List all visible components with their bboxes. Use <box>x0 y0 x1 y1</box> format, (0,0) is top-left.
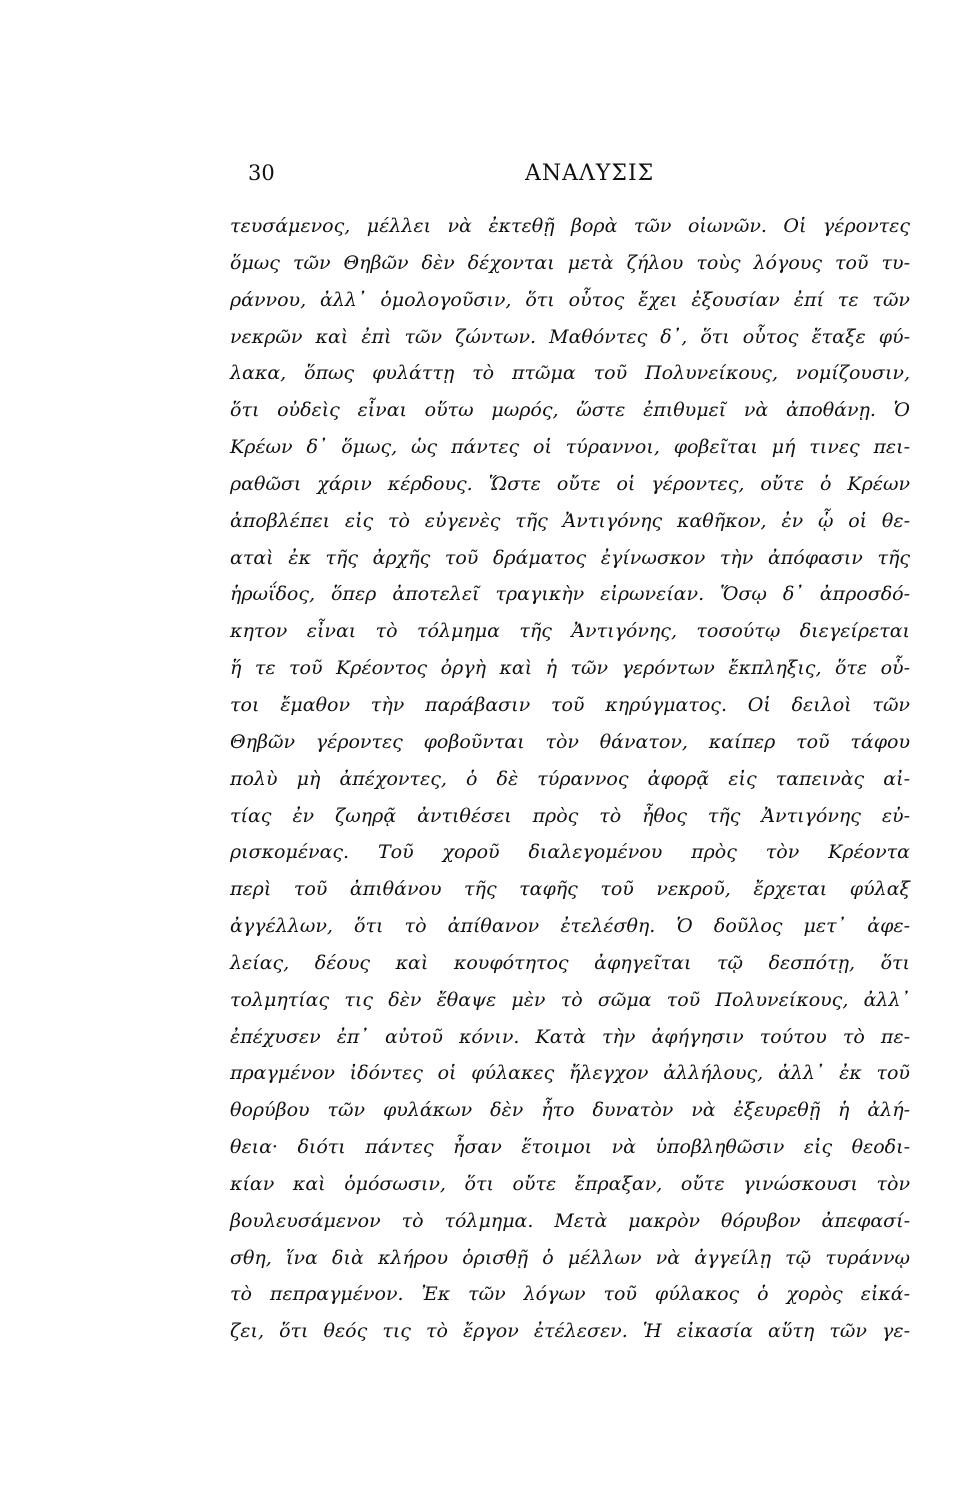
text-line: τίας ἐν ζωηρᾷ ἀντιθέσει πρὸς τὸ ἦθος τῆς Ἀντιγόνης εὐ- <box>230 804 910 827</box>
text-line: ἐπέχυσεν ἐπ᾽ αὐτοῦ κόνιν. Κατὰ τὴν ἀφήγησιν τούτου τὸ πε- <box>230 1025 910 1048</box>
text-line: ἀποβλέπει εἰς τὸ εὐγενὲς τῆς Ἀντιγόνης καθῆκον, ἐν ᾧ οἱ θε- <box>230 509 910 532</box>
text-line: θορύβου τῶν φυλάκων δὲν ἦτο δυνατὸν νὰ ἐξευρεθῇ ἡ ἀλή- <box>230 1099 910 1122</box>
text-line: ἀγγέλλων, ὅτι τὸ ἀπίθανον ἐτελέσθη. Ὁ δοῦλος μετ᾽ ἀφε- <box>230 915 910 938</box>
text-line: πολὺ μὴ ἀπέχοντες, ὁ δὲ τύραννος ἀφορᾷ εἰς ταπεινὰς αἰ- <box>230 767 910 790</box>
text-line: νεκρῶν καὶ ἐπὶ τῶν ζώντων. Μαθόντες δ᾽, ὅτι οὗτος ἔταξε φύ- <box>230 325 910 348</box>
text-line: περὶ τοῦ ἀπιθάνου τῆς ταφῆς τοῦ νεκροῦ, ἔρχεται φύλαξ <box>230 878 910 901</box>
text-line: τὸ πεπραγμένον. Ἐκ τῶν λόγων τοῦ φύλακος ὁ χορὸς εἰκά- <box>230 1283 910 1306</box>
text-line: ἥ τε τοῦ Κρέοντος ὀργὴ καὶ ἡ τῶν γερόντων ἔκπληξις, ὅτε οὗ- <box>230 657 910 680</box>
text-line: Κρέων δ᾽ ὅμως, ὡς πάντες οἱ τύραννοι, φοβεῖται μή τινες πει- <box>230 436 910 459</box>
text-line: ράννου, ἀλλ᾽ ὁμολογοῦσιν, ὅτι οὗτος ἔχει ἐξουσίαν ἐπί τε τῶν <box>230 288 910 311</box>
text-line: σθη, ἵνα διὰ κλήρου ὁρισθῇ ὁ μέλλων νὰ ἀγγείλῃ τῷ τυράννῳ <box>230 1246 910 1269</box>
text-line: ραθῶσι χάριν κέρδους. Ὥστε οὔτε οἱ γέροντες, οὔτε ὁ Κρέων <box>230 472 910 495</box>
text-line: βουλευσάμενον τὸ τόλμημα. Μετὰ μακρὸν θόρυβον ἀπεφασί- <box>230 1209 910 1232</box>
running-title: ΑΝΑΛΥΣΙΣ <box>525 161 655 186</box>
text-line: κητον εἶναι τὸ τόλμημα τῆς Ἀντιγόνης, τοσούτῳ διεγείρεται <box>230 620 910 643</box>
text-line: λακα, ὅπως φυλάττῃ τὸ πτῶμα τοῦ Πολυνείκους, νομίζουσιν, <box>230 362 910 385</box>
text-line: κίαν καὶ ὁμόσωσιν, ὅτι οὔτε ἔπραξαν, οὔτε γινώσκουσι τὸν <box>230 1172 910 1195</box>
text-line: Θηβῶν γέροντες φοβοῦνται τὸν θάνατον, καίπερ τοῦ τάφου <box>230 730 910 753</box>
body-text <box>230 208 910 1350</box>
page-number: 30 <box>248 161 275 185</box>
text-line: τολμητίας τις δὲν ἔθαψε μὲν τὸ σῶμα τοῦ Πολυνείκους, ἀλλ᾽ <box>230 988 910 1011</box>
text-line: τευσάμενος, μέλλει νὰ ἐκτεθῇ βορὰ τῶν οἰωνῶν. Οἱ γέροντες <box>230 215 910 237</box>
text-line: αταὶ ἐκ τῆς ἀρχῆς τοῦ δράματος ἐγίνωσκον τὴν ἀπόφασιν τῆς <box>230 546 910 569</box>
text-line: ὅμως τῶν Θηβῶν δὲν δέχονται μετὰ ζήλου τοὺς λόγους τοῦ τυ- <box>230 251 910 274</box>
text-line: ὅτι οὐδεὶς εἶναι οὕτω μωρός, ὥστε ἐπιθυμεῖ νὰ ἀποθάνῃ. Ὁ <box>230 399 910 422</box>
text-line: ρισκομένας. Τοῦ χοροῦ διαλεγομένου πρὸς τὸν Κρέοντα <box>230 841 910 864</box>
text-line: πραγμένον ἰδόντες οἱ φύλακες ἤλεγχον ἀλλήλους, ἀλλ᾽ ἐκ τοῦ <box>230 1062 910 1085</box>
text-line: λείας, δέους καὶ κουφότητος ἀφηγεῖται τῷ δεσπότῃ, ὅτι <box>230 951 910 974</box>
text-line: ζει, ὅτι θεός τις τὸ ἔργον ἐτέλεσεν. Ἡ εἰκασία αὕτη τῶν γε- <box>230 1320 910 1343</box>
text-line: τοι ἔμαθον τὴν παράβασιν τοῦ κηρύγματος. Οἱ δειλοὶ τῶν <box>230 693 910 716</box>
text-line: ἡρωΐδος, ὅπερ ἀποτελεῖ τραγικὴν εἰρωνείαν. Ὅσῳ δ᾽ ἀπροσδό- <box>230 583 910 606</box>
text-line: θεια· διότι πάντες ἦσαν ἕτοιμοι νὰ ὑποβληθῶσιν εἰς θεοδι- <box>230 1136 910 1159</box>
